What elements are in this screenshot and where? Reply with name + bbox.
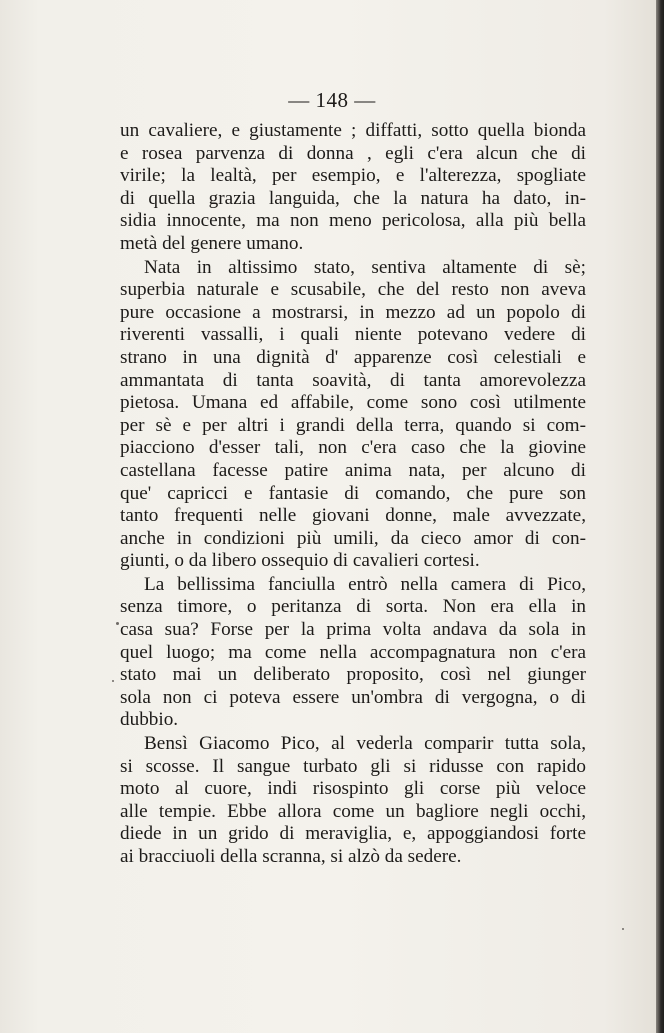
text-line: e rosea parvenza di donna , egli c'era alcun che di: [120, 142, 586, 164]
paragraph-4: [120, 733, 586, 869]
text-line: Bensì Giacomo Pico, al vederla comparir tutta sola,: [144, 733, 586, 755]
paper-speck: [116, 622, 119, 625]
text-line: diede in un grido di meraviglia, e, appoggiandosi forte: [120, 823, 586, 845]
text-line: un cavaliere, e giustamente ; diffatti, sotto quella bionda: [120, 120, 586, 141]
text-line: dubbio.: [120, 709, 179, 731]
text-line: que' capricci e fantasie di comando, che pure son: [120, 482, 586, 504]
body-text: [120, 120, 586, 870]
text-line: per sè e per altri i grandi della terra, quando si com-: [120, 414, 586, 436]
text-line: quel luogo; ma come nella accompagnatura non c'era: [120, 641, 586, 663]
paper-speck: [622, 928, 624, 930]
text-line: giunti, o da libero ossequio di cavalieri cortesi.: [120, 550, 480, 572]
text-line: sola non ci poteva essere un'ombra di vergogna, o di: [120, 686, 586, 708]
text-line: piacciono d'esser tali, non c'era caso che la giovine: [120, 437, 586, 459]
text-line: moto al cuore, indi risospinto gli corse più veloce: [120, 778, 586, 800]
text-line: senza timore, o peritanza di sorta. Non era ella in: [120, 596, 586, 618]
text-line: alle tempie. Ebbe allora come un bagliore negli occhi,: [120, 800, 586, 822]
paper-speck: [112, 680, 114, 682]
text-line: si scosse. Il sangue turbato gli si ridusse con rapido: [120, 755, 586, 777]
text-line: ai bracciuoli della scranna, si alzò da sedere.: [120, 846, 462, 867]
page-edge-shadow: [656, 0, 664, 1033]
page-number: — 148 —: [288, 88, 376, 112]
text-line: strano in una dignità d' apparenze così celestiali e: [120, 346, 586, 368]
text-line: superbia naturale e scusabile, che del resto non aveva: [120, 279, 586, 301]
text-line: anche in condizioni più umili, da cieco amor di con-: [120, 527, 586, 549]
text-line: casa sua? Forse per la prima volta andava da sola in: [120, 619, 586, 641]
text-line: pietosa. Umana ed affabile, come sono così utilmente: [120, 392, 586, 414]
text-line: metà del genere umano.: [120, 232, 304, 254]
text-line: stato mai un deliberato proposito, così nel giunger: [120, 664, 586, 686]
text-line: di quella grazia languida, che la natura ha dato, in-: [120, 187, 586, 209]
text-line: ammantata di tanta soavità, di tanta amorevolezza: [120, 369, 586, 391]
text-line: Nata in altissimo stato, sentiva altamente di sè;: [144, 256, 586, 278]
paragraph-3: [120, 574, 586, 732]
text-line: castellana facesse patire anima nata, per alcuno di: [120, 459, 586, 481]
text-line: riverenti vassalli, i quali niente potevano vedere di: [120, 324, 586, 346]
text-line: tanto frequenti nelle giovani donne, male avvezzate,: [120, 505, 586, 527]
text-line: sidia innocente, ma non meno pericolosa, alla più bella: [120, 210, 586, 232]
text-line: pure occasione a mostrarsi, in mezzo ad un popolo di: [120, 301, 586, 323]
text-line: virile; la lealtà, per esempio, e l'alterezza, spogliate: [120, 165, 586, 187]
text-line: La bellissima fanciulla entrò nella camera di Pico,: [144, 573, 586, 595]
paragraph-2: [120, 257, 586, 573]
paragraph-1: [120, 120, 586, 256]
